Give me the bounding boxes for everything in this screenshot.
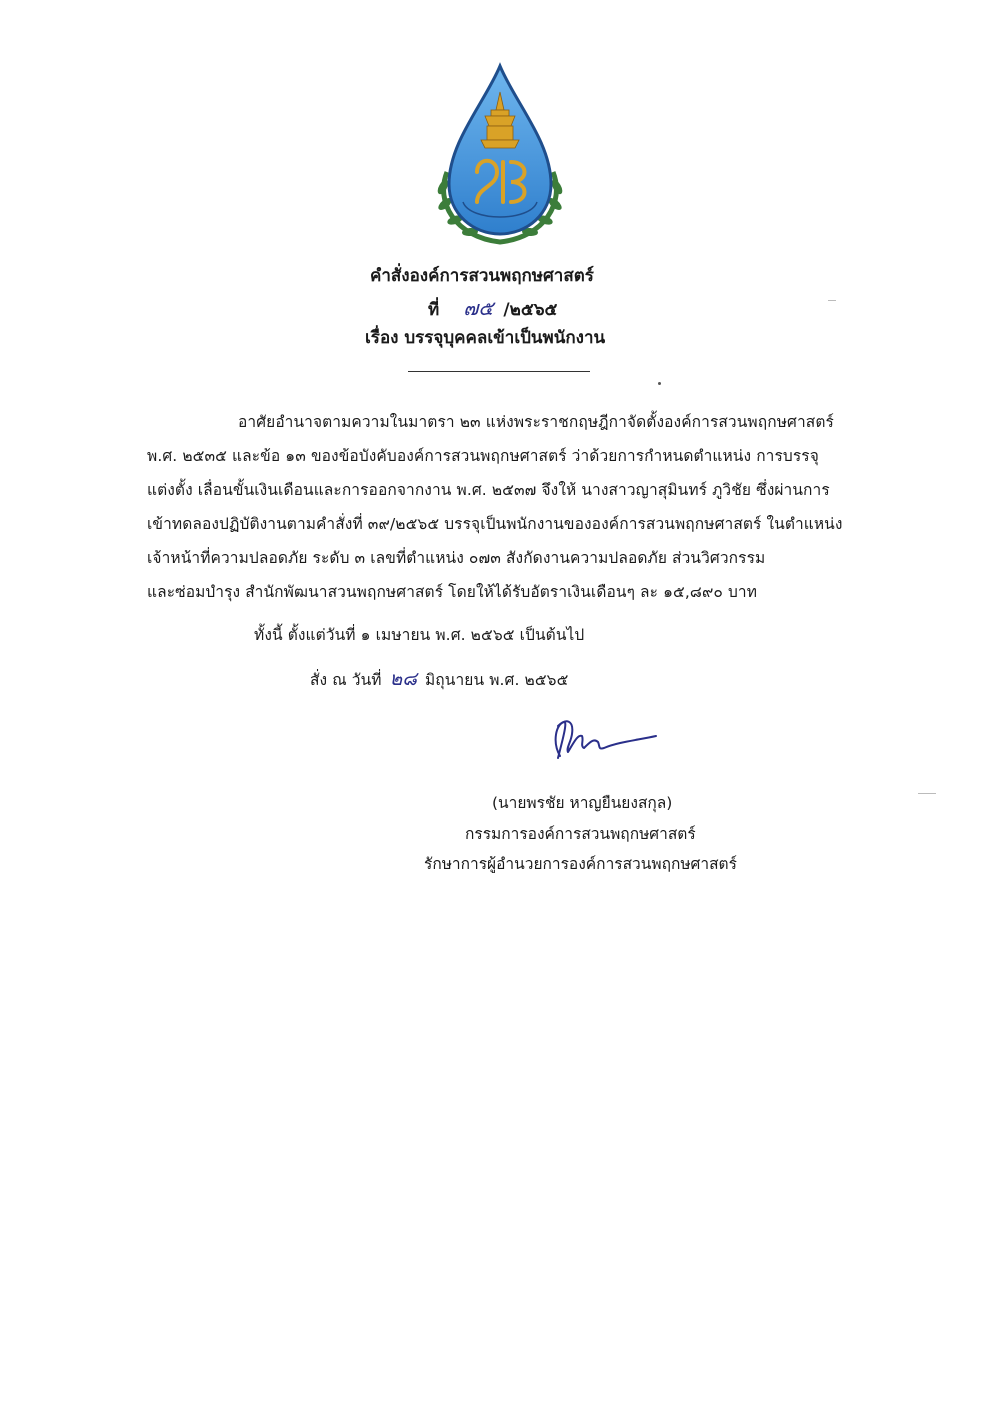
- body-line: และซ่อมบำรุง สำนักพัฒนาสวนพฤกษศาสตร์ โดยให้ได้รับอัตราเงินเดือนๆ ละ ๑๕,๘๙๐ บาท: [147, 583, 758, 601]
- scan-speck: [918, 793, 936, 794]
- scan-speck: [658, 382, 661, 385]
- scan-speck: [828, 300, 836, 301]
- order-title: คำสั่งองค์การสวนพฤกษศาสตร์: [370, 266, 594, 286]
- order-number-line: [428, 292, 557, 324]
- handwritten-signature: [538, 712, 668, 768]
- body-line: อาศัยอำนาจตามความในมาตรา ๒๓ แห่งพระราชกฤษฎีกาจัดตั้งองค์การสวนพฤกษศาสตร์: [238, 413, 834, 431]
- effective-date-line: ทั้งนี้ ตั้งแต่วันที่ ๑ เมษายน พ.ศ. ๒๕๖๕ เป็นต้นไป: [254, 626, 585, 644]
- body-line: พ.ศ. ๒๕๓๕ และข้อ ๑๓ ของข้อบังคับองค์การสวนพฤกษศาสตร์ ว่าด้วยการกำหนดตำแหน่ง การบรรจุ: [147, 447, 819, 465]
- body-line: แต่งตั้ง เลื่อนขั้นเงินเดือนและการออกจากงาน พ.ศ. ๒๕๓๗ จึงให้ นางสาวญาสุมินทร์ ภูวิชัย ซึ่งผ่านการ: [147, 481, 830, 499]
- issued-suffix: มิถุนายน พ.ศ. ๒๕๖๕: [424, 671, 569, 689]
- signatory-position-1: กรรมการองค์การสวนพฤกษศาสตร์: [465, 825, 696, 843]
- signatory-name: (นายพรชัย หาญยืนยงสกุล): [492, 794, 673, 812]
- body-line: เจ้าหน้าที่ความปลอดภัย ระดับ ๓ เลขที่ตำแหน่ง ๐๗๓ สังกัดงานความปลอดภัย ส่วนวิศวกรรม: [147, 549, 766, 567]
- signatory-position-2: รักษาการผู้อำนวยการองค์การสวนพฤกษศาสตร์: [424, 855, 737, 873]
- issued-prefix: สั่ง ณ วันที่: [310, 671, 382, 689]
- header-divider: [408, 371, 590, 372]
- handwritten-order-number: ๗๕: [463, 296, 494, 320]
- order-subject: เรื่อง บรรจุบุคคลเข้าเป็นพนักงาน: [365, 328, 606, 348]
- issued-date-line: [310, 664, 568, 694]
- handwritten-day: ๒๘: [389, 668, 417, 690]
- botanical-garden-emblem-icon: [425, 62, 575, 252]
- order-number-prefix: ที่: [428, 300, 440, 320]
- order-year: /๒๕๖๕: [503, 300, 558, 320]
- body-line: เข้าทดลองปฏิบัติงานตามคำสั่งที่ ๓๙/๒๕๖๕ บรรจุเป็นพนักงานขององค์การสวนพฤกษศาสตร์ ในตำแหน่ง: [147, 515, 843, 533]
